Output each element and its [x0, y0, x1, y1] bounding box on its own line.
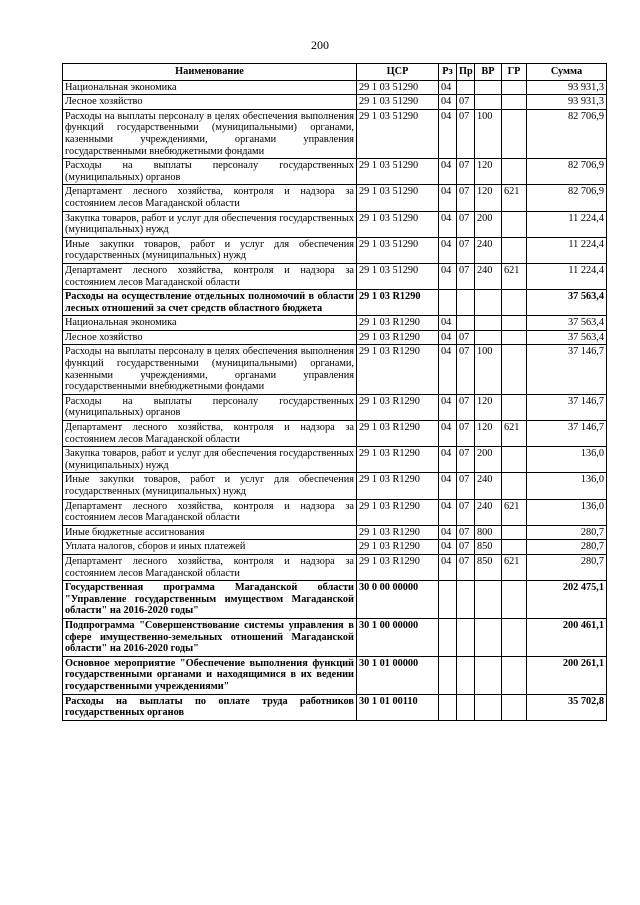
cell-pr: [457, 316, 475, 331]
cell-sum: 93 931,3: [527, 95, 607, 110]
cell-pr: 07: [457, 185, 475, 211]
cell-name: Иные закупки товаров, работ и услуг для обеспечения государственных (муниципальных) нужд: [63, 237, 357, 263]
cell-rz: 04: [439, 109, 457, 158]
cell-csr: 29 1 03 R1290: [357, 290, 439, 316]
cell-gr: [502, 290, 527, 316]
cell-rz: 04: [439, 525, 457, 540]
cell-pr: 07: [457, 95, 475, 110]
cell-rz: 04: [439, 80, 457, 95]
cell-sum: 37 563,4: [527, 330, 607, 345]
cell-name: Закупка товаров, работ и услуг для обеспечения государственных (муниципальных) нужд: [63, 211, 357, 237]
cell-rz: 04: [439, 473, 457, 499]
table-row: [63, 159, 607, 185]
cell-name: Уплата налогов, сборов и иных платежей: [63, 540, 357, 555]
cell-sum: 200 461,1: [527, 618, 607, 656]
cell-gr: [502, 618, 527, 656]
cell-gr: [502, 211, 527, 237]
cell-pr: [457, 80, 475, 95]
cell-rz: 04: [439, 345, 457, 394]
cell-sum: 37 146,7: [527, 421, 607, 447]
cell-rz: [439, 581, 457, 619]
cell-csr: 29 1 03 R1290: [357, 525, 439, 540]
cell-sum: 11 224,4: [527, 211, 607, 237]
budget-table: [62, 63, 607, 721]
cell-vr: [475, 618, 502, 656]
cell-rz: 04: [439, 316, 457, 331]
cell-gr: [502, 540, 527, 555]
cell-gr: 621: [502, 421, 527, 447]
cell-gr: [502, 581, 527, 619]
cell-csr: 29 1 03 51290: [357, 159, 439, 185]
cell-name: Национальная экономика: [63, 80, 357, 95]
cell-sum: 37 146,7: [527, 345, 607, 394]
cell-sum: 82 706,9: [527, 185, 607, 211]
cell-pr: 07: [457, 211, 475, 237]
header-name: Наименование: [63, 64, 357, 81]
cell-pr: 07: [457, 263, 475, 289]
table-row: [63, 237, 607, 263]
cell-vr: [475, 694, 502, 720]
cell-vr: [475, 581, 502, 619]
cell-gr: 621: [502, 263, 527, 289]
table-row: [63, 109, 607, 158]
cell-vr: 120: [475, 421, 502, 447]
cell-vr: 850: [475, 540, 502, 555]
cell-pr: [457, 694, 475, 720]
cell-vr: [475, 316, 502, 331]
cell-pr: 07: [457, 237, 475, 263]
table-row: [63, 656, 607, 694]
table-row: [63, 499, 607, 525]
table-row: [63, 316, 607, 331]
cell-name: Департамент лесного хозяйства, контроля и надзора за состоянием лесов Магаданской области: [63, 185, 357, 211]
cell-rz: [439, 694, 457, 720]
cell-gr: [502, 394, 527, 420]
table-row: [63, 540, 607, 555]
cell-name: Департамент лесного хозяйства, контроля и надзора за состоянием лесов Магаданской области: [63, 499, 357, 525]
cell-rz: 04: [439, 447, 457, 473]
cell-pr: 07: [457, 159, 475, 185]
cell-pr: 07: [457, 525, 475, 540]
cell-vr: 200: [475, 447, 502, 473]
table-row: [63, 80, 607, 95]
cell-vr: 120: [475, 159, 502, 185]
cell-gr: [502, 109, 527, 158]
cell-name: Департамент лесного хозяйства, контроля и надзора за состоянием лесов Магаданской области: [63, 554, 357, 580]
table-row: [63, 554, 607, 580]
cell-sum: 202 475,1: [527, 581, 607, 619]
cell-rz: 04: [439, 330, 457, 345]
cell-gr: [502, 95, 527, 110]
cell-pr: [457, 290, 475, 316]
cell-sum: 200 261,1: [527, 656, 607, 694]
cell-vr: 100: [475, 345, 502, 394]
cell-name: Закупка товаров, работ и услуг для обеспечения государственных (муниципальных) нужд: [63, 447, 357, 473]
header-gr: ГР: [502, 64, 527, 81]
cell-vr: 100: [475, 109, 502, 158]
cell-rz: 04: [439, 554, 457, 580]
cell-csr: 30 0 00 00000: [357, 581, 439, 619]
cell-name: Расходы на выплаты по оплате труда работников государственных органов: [63, 694, 357, 720]
cell-csr: 29 1 03 R1290: [357, 540, 439, 555]
cell-csr: 29 1 03 R1290: [357, 421, 439, 447]
cell-gr: [502, 345, 527, 394]
cell-csr: 29 1 03 51290: [357, 237, 439, 263]
cell-name: Расходы на осуществление отдельных полномочий в области лесных отношений за счет средств областного бюджета: [63, 290, 357, 316]
cell-csr: 29 1 03 R1290: [357, 345, 439, 394]
cell-name: Государственная программа Магаданской области "Управление государственным имуществом Магаданской области" на 2016-2020 годы": [63, 581, 357, 619]
cell-sum: 93 931,3: [527, 80, 607, 95]
table-row: [63, 447, 607, 473]
cell-sum: 136,0: [527, 499, 607, 525]
cell-sum: 280,7: [527, 525, 607, 540]
cell-gr: 621: [502, 499, 527, 525]
table-row: [63, 581, 607, 619]
cell-pr: 07: [457, 473, 475, 499]
cell-csr: 29 1 03 51290: [357, 263, 439, 289]
cell-name: Расходы на выплаты персоналу в целях обеспечения выполнения функций государственными (муниципальными) органами, казенными учреждениями, органами управления государственными внебюджетными фондами: [63, 345, 357, 394]
cell-csr: 29 1 03 R1290: [357, 316, 439, 331]
cell-name: Лесное хозяйство: [63, 95, 357, 110]
cell-rz: 04: [439, 185, 457, 211]
cell-gr: [502, 656, 527, 694]
cell-gr: 621: [502, 554, 527, 580]
table-row: [63, 211, 607, 237]
cell-rz: 04: [439, 394, 457, 420]
cell-rz: [439, 656, 457, 694]
cell-vr: [475, 290, 502, 316]
cell-csr: 29 1 03 R1290: [357, 473, 439, 499]
header-vr: ВР: [475, 64, 502, 81]
cell-sum: 136,0: [527, 447, 607, 473]
cell-csr: 29 1 03 51290: [357, 211, 439, 237]
cell-name: Основное мероприятие "Обеспечение выполнения функций государственными органами и находящимися в их ведении государственными учреждениями": [63, 656, 357, 694]
cell-gr: [502, 316, 527, 331]
cell-vr: 120: [475, 394, 502, 420]
cell-gr: [502, 694, 527, 720]
cell-pr: 07: [457, 394, 475, 420]
cell-pr: 07: [457, 421, 475, 447]
table-row: [63, 694, 607, 720]
cell-rz: 04: [439, 540, 457, 555]
page-number: 200: [311, 38, 329, 52]
cell-vr: [475, 330, 502, 345]
table-row: [63, 421, 607, 447]
cell-csr: 30 1 01 00000: [357, 656, 439, 694]
cell-sum: 37 146,7: [527, 394, 607, 420]
cell-gr: 621: [502, 185, 527, 211]
cell-vr: [475, 95, 502, 110]
cell-pr: [457, 581, 475, 619]
cell-csr: 29 1 03 R1290: [357, 394, 439, 420]
cell-sum: 37 563,4: [527, 316, 607, 331]
cell-csr: 29 1 03 R1290: [357, 447, 439, 473]
cell-csr: 29 1 03 51290: [357, 80, 439, 95]
cell-vr: 240: [475, 499, 502, 525]
table-row: [63, 525, 607, 540]
cell-csr: 29 1 03 51290: [357, 95, 439, 110]
cell-sum: 280,7: [527, 540, 607, 555]
cell-rz: 04: [439, 159, 457, 185]
cell-rz: 04: [439, 95, 457, 110]
table-row: [63, 263, 607, 289]
header-pr: Пр: [457, 64, 475, 81]
cell-sum: 82 706,9: [527, 109, 607, 158]
cell-rz: 04: [439, 263, 457, 289]
cell-rz: 04: [439, 211, 457, 237]
table-row: [63, 473, 607, 499]
cell-pr: [457, 618, 475, 656]
cell-pr: 07: [457, 330, 475, 345]
table-row: [63, 95, 607, 110]
cell-vr: 240: [475, 237, 502, 263]
header-sum: Сумма: [527, 64, 607, 81]
table-row: [63, 394, 607, 420]
cell-name: Иные закупки товаров, работ и услуг для обеспечения государственных (муниципальных) нужд: [63, 473, 357, 499]
cell-sum: 11 224,4: [527, 237, 607, 263]
cell-pr: 07: [457, 499, 475, 525]
cell-name: Расходы на выплаты персоналу государственных (муниципальных) органов: [63, 394, 357, 420]
cell-gr: [502, 80, 527, 95]
header-rz: Рз: [439, 64, 457, 81]
cell-vr: [475, 80, 502, 95]
cell-gr: [502, 330, 527, 345]
cell-rz: 04: [439, 421, 457, 447]
cell-name: Департамент лесного хозяйства, контроля и надзора за состоянием лесов Магаданской области: [63, 263, 357, 289]
cell-vr: 120: [475, 185, 502, 211]
cell-csr: 29 1 03 R1290: [357, 499, 439, 525]
cell-sum: 280,7: [527, 554, 607, 580]
cell-sum: 136,0: [527, 473, 607, 499]
cell-gr: [502, 525, 527, 540]
cell-name: Расходы на выплаты персоналу в целях обеспечения выполнения функций государственными (муниципальными) органами, казенными учреждениями, органами управления государственными внебюджетными фондами: [63, 109, 357, 158]
cell-csr: 29 1 03 R1290: [357, 554, 439, 580]
table-header: [63, 64, 607, 81]
cell-name: Иные бюджетные ассигнования: [63, 525, 357, 540]
table-body: [63, 80, 607, 720]
cell-pr: 07: [457, 447, 475, 473]
cell-rz: [439, 290, 457, 316]
cell-sum: 11 224,4: [527, 263, 607, 289]
table-row: [63, 185, 607, 211]
cell-sum: 37 563,4: [527, 290, 607, 316]
cell-csr: 29 1 03 R1290: [357, 330, 439, 345]
cell-rz: 04: [439, 499, 457, 525]
cell-rz: [439, 618, 457, 656]
cell-rz: 04: [439, 237, 457, 263]
cell-gr: [502, 473, 527, 499]
cell-name: Лесное хозяйство: [63, 330, 357, 345]
cell-csr: 29 1 03 51290: [357, 185, 439, 211]
cell-pr: 07: [457, 554, 475, 580]
header-csr: ЦСР: [357, 64, 439, 81]
cell-gr: [502, 159, 527, 185]
cell-csr: 30 1 00 00000: [357, 618, 439, 656]
table-row: [63, 345, 607, 394]
cell-vr: 240: [475, 263, 502, 289]
cell-vr: [475, 656, 502, 694]
cell-vr: 200: [475, 211, 502, 237]
cell-pr: 07: [457, 540, 475, 555]
cell-name: Национальная экономика: [63, 316, 357, 331]
cell-name: Расходы на выплаты персоналу государственных (муниципальных) органов: [63, 159, 357, 185]
cell-sum: 82 706,9: [527, 159, 607, 185]
table-row: [63, 618, 607, 656]
cell-name: Департамент лесного хозяйства, контроля и надзора за состоянием лесов Магаданской области: [63, 421, 357, 447]
cell-vr: 850: [475, 554, 502, 580]
cell-pr: 07: [457, 345, 475, 394]
table-row: [63, 330, 607, 345]
cell-vr: 240: [475, 473, 502, 499]
cell-csr: 30 1 01 00110: [357, 694, 439, 720]
cell-csr: 29 1 03 51290: [357, 109, 439, 158]
table-row: [63, 290, 607, 316]
cell-pr: [457, 656, 475, 694]
cell-vr: 800: [475, 525, 502, 540]
cell-gr: [502, 237, 527, 263]
cell-name: Подпрограмма "Совершенствование системы управления в сфере имущественно-земельных отношений Магаданской области" на 2016-2020 годы": [63, 618, 357, 656]
cell-pr: 07: [457, 109, 475, 158]
cell-gr: [502, 447, 527, 473]
cell-sum: 35 702,8: [527, 694, 607, 720]
